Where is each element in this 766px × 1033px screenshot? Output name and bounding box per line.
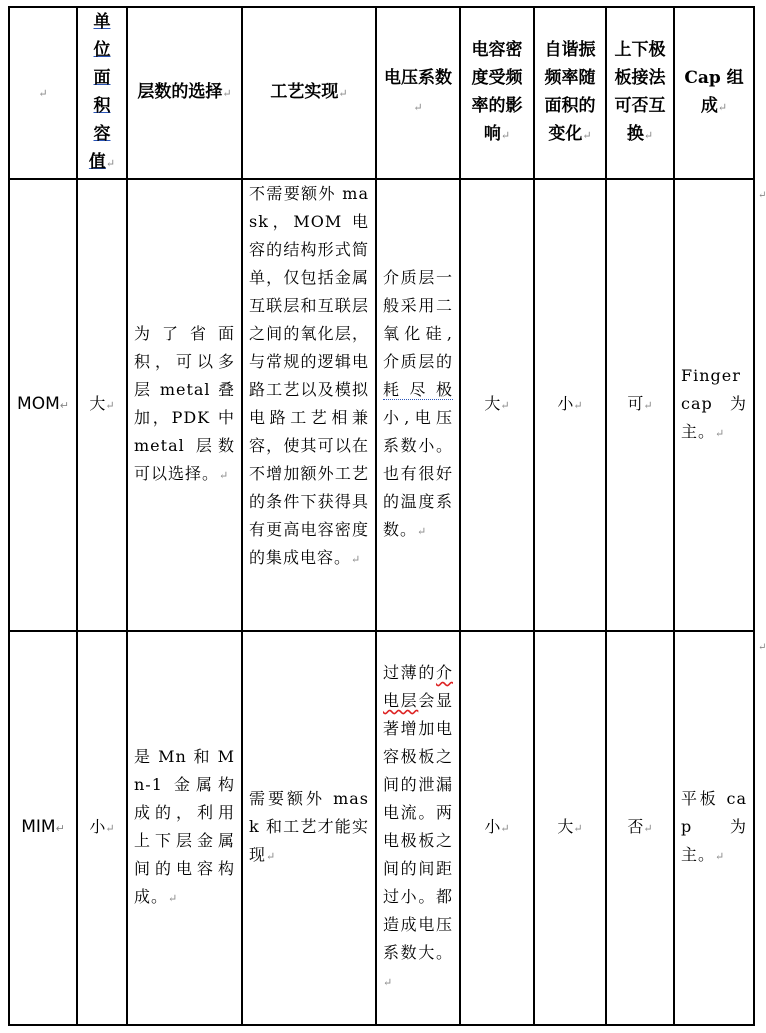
row-mom-self-resonance: 小↵ (534, 179, 606, 631)
header-cell-name: ↵ (9, 7, 77, 179)
row-end-mark: ↵ (758, 190, 766, 201)
row-mim-name: MIM↵ (9, 631, 77, 1025)
row-mim-swap: 否↵ (606, 631, 674, 1025)
row-mom-voltage-coef: 介质层一般采用二氧化硅,介质层的耗尽极小,电压系数小。也有很好的温度系数。↵ (376, 179, 460, 631)
row-mom-layers: 为了省面积，可以多层 metal 叠加，PDK 中 metal 层数可以选择。↵ (127, 179, 242, 631)
header-cell-unit-area-cap: 单位面积容值↵ (77, 7, 127, 179)
table-row (9, 179, 754, 631)
row-mom-unit-area-cap: 大↵ (77, 179, 127, 631)
header-row (9, 7, 754, 179)
row-end-mark: ↵ (758, 642, 766, 653)
capacitor-comparison-table (8, 6, 755, 1026)
row-mim-self-resonance: 大↵ (534, 631, 606, 1025)
header-cell-voltage-coef: 电压系数↵ (376, 7, 460, 179)
row-mim-cap-composition: 平板 cap 为主。↵ (674, 631, 754, 1025)
row-mim-unit-area-cap: 小↵ (77, 631, 127, 1025)
header-cell-process: 工艺实现↵ (242, 7, 376, 179)
row-mim-freq-effect: 小↵ (460, 631, 534, 1025)
header-cell-cap-composition: Cap 组成↵ (674, 7, 754, 179)
header-cell-swap: 上下极板接法可否互换↵ (606, 7, 674, 179)
header-cell-freq-effect: 电容密度受频率的影响↵ (460, 7, 534, 179)
row-mom-process: 不需要额外 mask，MOM 电容的结构形式简单，仅包括金属互联层和互联层之间的氧化层，与常规的逻辑电路工艺以及模拟电路工艺相兼容，使其可以在不增加额外工艺的条件下获得具有更高电容密度的集成电容。↵ (242, 179, 376, 631)
row-mom-cap-composition: Finger cap 为主。↵ (674, 179, 754, 631)
row-mim-voltage-coef: 过薄的介电层会显著增加电容极板之间的泄漏电流。两电极板之间的间距过小。都造成电压系数大。↵ (376, 631, 460, 1025)
table-row (9, 631, 754, 1025)
header-cell-layers: 层数的选择↵ (127, 7, 242, 179)
row-mom-freq-effect: 大↵ (460, 179, 534, 631)
row-mim-layers: 是 Mn 和 Mn-1 金属构成的，利用上下层金属间的电容构成。↵ (127, 631, 242, 1025)
row-mom-name: MOM↵ (9, 179, 77, 631)
row-mim-process: 需要额外 mask 和工艺才能实现↵ (242, 631, 376, 1025)
row-mom-swap: 可↵ (606, 179, 674, 631)
header-cell-self-resonance: 自谐振频率随面积的变化↵ (534, 7, 606, 179)
